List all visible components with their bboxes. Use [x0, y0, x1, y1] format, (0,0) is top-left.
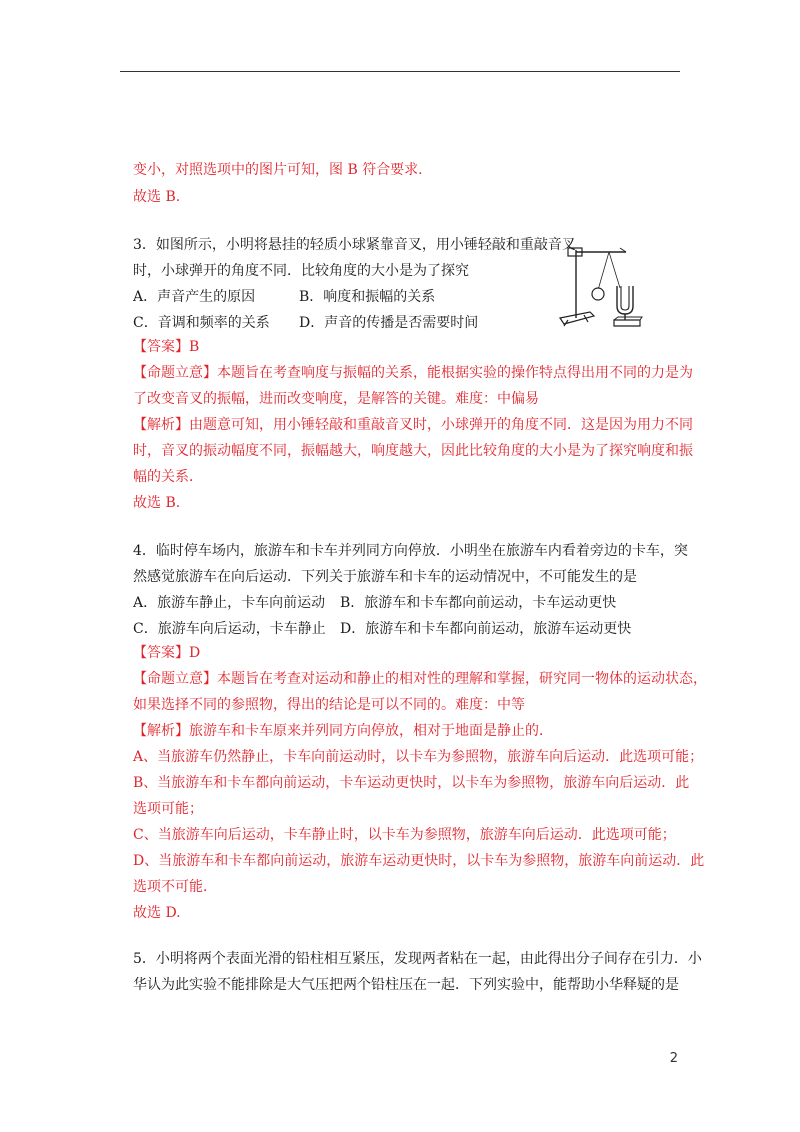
q3-stem-line-2: 时，小球弹开的角度不同．比较角度的大小是为了探究	[133, 263, 469, 279]
q5-stem-line-2: 华认为此实验不能排除是大气压把两个铅柱压在一起．下列实验中，能帮助小华释疑的是	[133, 977, 679, 993]
q4-analysis-line-4: 选项可能；	[133, 801, 203, 817]
page-number: 2	[669, 1051, 678, 1066]
q4-option-d: D．旅游车和卡车都向前运动，旅游车运动更快	[340, 621, 632, 637]
q4-option-c: C．旅游车向后运动，卡车静止	[133, 621, 326, 637]
q4-analysis-line-6: D、当旅游车和卡车都向前运动，旅游车运动更快时，以卡车为参照物，旅游车向前运动．此	[133, 853, 705, 869]
q3-analysis-line-3: 幅的关系．	[133, 469, 203, 485]
prev-analysis-line: 变小，对照选项中的图片可知，图 B 符合要求.	[133, 162, 423, 178]
q4-analysis-line-1: 【解析】旅游车和卡车原来并列同方向停放，相对于地面是静止的．	[133, 723, 553, 739]
q4-intent-line-2: 如果选择不同的参照物，得出的结论是可以不同的。难度：中等	[133, 697, 525, 713]
q4-intent-line-1: 【命题立意】本题旨在考查对运动和静止的相对性的理解和掌握，研究同一物体的运动状态，	[133, 671, 707, 687]
q4-option-a: A．旅游车静止，卡车向前运动	[133, 595, 326, 611]
q3-option-c: C．音调和频率的关系	[133, 315, 270, 331]
q3-choose: 故选 B.	[133, 495, 181, 511]
q3-option-d: D．声音的传播是否需要时间	[299, 315, 479, 331]
q4-stem-line-2: 然感觉旅游车在向后运动．下列关于旅游车和卡车的运动情况中，不可能发生的是	[133, 569, 637, 585]
q4-analysis-line-5: C、当旅游车向后运动，卡车静止时，以卡车为参照物，旅游车向后运动．此选项可能；	[133, 827, 676, 843]
q4-option-b: B．旅游车和卡车都向前运动，卡车运动更快	[340, 595, 617, 611]
q3-intent-line-1: 【命题立意】本题旨在考查响度与振幅的关系，能根据实验的操作特点得出用不同的力是为	[133, 365, 693, 381]
q3-option-b: B．响度和振幅的关系	[299, 289, 436, 305]
header-rule	[120, 71, 680, 72]
q4-analysis-line-2: A、当旅游车仍然静止，卡车向前运动时，以卡车为参照物，旅游车向后运动．此选项可能；	[133, 749, 704, 765]
q5-stem-line-1: 5．小明将两个表面光滑的铅柱相互紧压，发现两者粘在一起，由此得出分子间存在引力．小	[133, 951, 702, 967]
q3-analysis-line-2: 时，音叉的振动幅度不同，振幅越大，响度越大，因此比较角度的大小是为了探究响度和振	[133, 443, 693, 459]
q4-analysis-line-7: 选项不可能．	[133, 879, 217, 895]
q3-answer: 【答案】B	[133, 339, 200, 355]
q4-choose: 故选 D.	[133, 905, 181, 921]
q3-intent-line-2: 了改变音叉的振幅，进而改变响度，是解答的关键。难度：中偏易	[133, 391, 539, 407]
tuning-fork-figure	[554, 240, 659, 330]
q4-answer: 【答案】D	[133, 645, 201, 661]
q3-stem-line-1: 3．如图所示，小明将悬挂的轻质小球紧靠音叉，用小锤轻敲和重敲音叉	[133, 237, 576, 253]
prev-choose-line: 故选 B.	[133, 189, 181, 205]
q3-analysis-line-1: 【解析】由题意可知，用小锤轻敲和重敲音叉时，小球弹开的角度不同．这是因为用力不同	[133, 417, 693, 433]
q3-option-a: A．声音产生的原因	[133, 289, 256, 305]
q4-stem-line-1: 4．临时停车场内，旅游车和卡车并列同方向停放．小明坐在旅游车内看着旁边的卡车，突	[133, 543, 688, 559]
q4-analysis-line-3: B、当旅游车和卡车都向前运动，卡车运动更快时，以卡车为参照物，旅游车向后运动．此	[133, 775, 690, 791]
